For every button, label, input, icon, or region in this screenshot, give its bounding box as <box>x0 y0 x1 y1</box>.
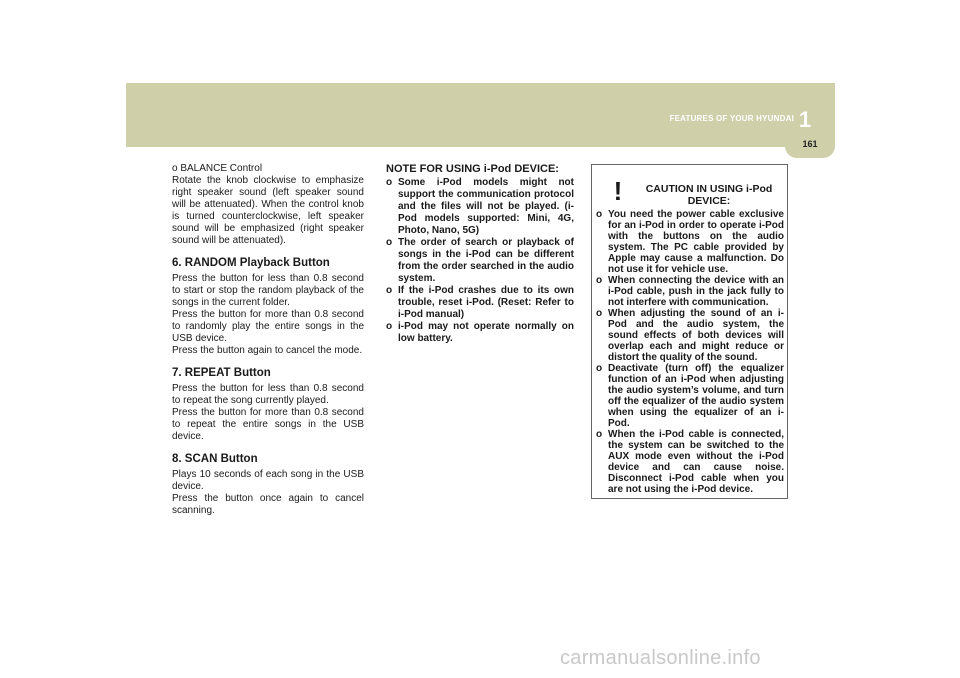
scan-paragraph: Press the button once again to cancel scanning. <box>172 493 364 516</box>
random-paragraph: Press the button for less than 0.8 second to start or stop the random playback of the songs in the current folder. <box>172 273 364 308</box>
page-number: 161 <box>802 139 818 149</box>
middle-column <box>386 163 574 345</box>
left-column <box>172 163 364 517</box>
caution-column <box>596 209 784 495</box>
bullet-marker: o <box>386 177 393 188</box>
repeat-button-heading: 7. REPEAT Button <box>172 367 271 379</box>
bullet-marker: o <box>596 308 603 319</box>
warning-triangle-icon <box>599 170 637 204</box>
warning-glyph: ! <box>613 176 623 204</box>
list-item: o When the i-Pod cable is connected, the system can be switched to the AUX mode even without the i-Pod device and can cause noise. Disconnect i-Pod cable when you are not using the i-Pod device. <box>596 429 784 495</box>
list-item: o If the i-Pod crashes due to its own trouble, reset i-Pod. (Reset: Refer to i-Pod manual) <box>386 285 574 320</box>
random-button-heading: 6. RANDOM Playback Button <box>172 257 330 269</box>
watermark: carmanualsonline.info <box>560 647 761 669</box>
scan-button-heading: 8. SCAN Button <box>172 453 258 465</box>
repeat-paragraph: Press the button for less than 0.8 second to repeat the song currently played. <box>172 383 364 406</box>
chapter-title: FEATURES OF YOUR HYUNDAI <box>669 114 794 123</box>
note-list <box>386 177 574 345</box>
balance-control-label: o BALANCE Control <box>172 163 263 174</box>
bullet-marker: o <box>596 209 603 220</box>
repeat-paragraph: Press the button for more than 0.8 second to repeat the entire songs in the USB device. <box>172 407 364 442</box>
bullet-marker: o <box>386 237 393 248</box>
bullet-marker: o <box>386 321 393 332</box>
balance-control-text: Rotate the knob clockwise to emphasize right speaker sound (left speaker sound will be attenuated). When the control knob is turned counterclockwise, left speaker sound will be emphasized (right speaker sound will be attenuated). <box>172 175 364 246</box>
caution-list <box>596 209 784 495</box>
list-item: o You need the power cable exclusive for an i-Pod in order to operate i-Pod with the buttons on the audio system. The PC cable provided by Apple may cause a malfunction. Do not use it for vehicle use. <box>596 209 784 275</box>
bullet-marker: o <box>596 363 603 374</box>
list-item: o Some i-Pod models might not support the communication protocol and the files will not be played. (i-Pod models supported: Mini, 4G, Photo, Nano, 5G) <box>386 177 574 236</box>
list-item: o The order of search or playback of songs in the i-Pod can be different from the order searched in the audio system. <box>386 237 574 284</box>
bullet-marker: o <box>386 285 393 296</box>
random-paragraph: Press the button again to cancel the mode. <box>172 345 363 356</box>
list-item: o When connecting the device with an i-Pod cable, push in the jack fully to not interfere with communication. <box>596 275 784 308</box>
random-paragraph: Press the button for more than 0.8 second to randomly play the entire songs in the USB device. <box>172 309 364 344</box>
chapter-number: 1 <box>798 107 812 132</box>
bullet-marker: o <box>596 429 603 440</box>
list-item: o Deactivate (turn off) the equalizer function of an i-Pod when adjusting the audio system’s volume, and turn off the equalizer of the audio system when using the equalizer of an i-Pod. <box>596 363 784 429</box>
note-title: NOTE FOR USING i-Pod DEVICE: <box>386 163 559 175</box>
list-item: o When adjusting the sound of an i-Pod and the audio system, the sound effects of both devices will overlap each and might reduce or distort the quality of the sound. <box>596 308 784 363</box>
bullet-marker: o <box>596 275 603 286</box>
scan-paragraph: Plays 10 seconds of each song in the USB device. <box>172 469 364 492</box>
caution-title: CAUTION IN USING i-Pod DEVICE: <box>645 183 773 207</box>
list-item: o i-Pod may not operate normally on low battery. <box>386 321 574 344</box>
